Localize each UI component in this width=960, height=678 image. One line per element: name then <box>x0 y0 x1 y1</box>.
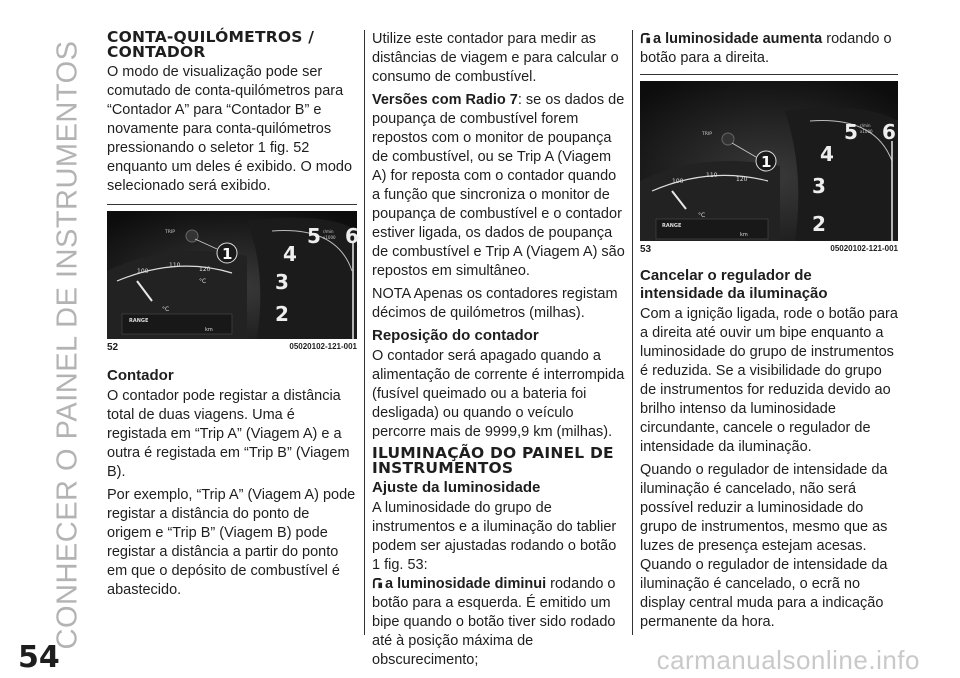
heading-reset: Reposição do contador <box>372 327 539 344</box>
heading-odometer: CONTA-QUILÓMETROS / CONTADOR <box>107 28 315 61</box>
svg-text:°C: °C <box>698 212 706 219</box>
svg-text:r/min: r/min <box>860 123 871 128</box>
paragraph-counter-2: Por exemplo, “Trip A” (Viagem A) pode registar a distância do ponto de origem e “Trip B” (Viagem B) pode registar a distância a partir do ponto em que o depósito de combustível é abastecido. <box>107 487 356 598</box>
figure-code: 05020102-121-001 <box>830 244 898 253</box>
svg-text:2: 2 <box>275 302 289 326</box>
increase-label: a luminosidade aumenta <box>653 31 823 47</box>
figure-caption-53 <box>640 244 898 255</box>
paragraph-radio7 <box>372 91 627 281</box>
increase-text: rodando o botão para a direita. <box>640 31 892 66</box>
callout-1: 1 <box>222 245 233 263</box>
heading-counter: Contador <box>107 367 174 384</box>
svg-text:100: 100 <box>672 178 684 185</box>
svg-text:110: 110 <box>169 262 181 269</box>
svg-text:100: 100 <box>137 268 149 275</box>
radio7-text: : se os dados de poupança de combustível forem repostos com o monitor de poupança de combustível, ou se Trip A (Viagem A) for reposta com o contador quando a função que sincroniza o monitor de poupança de combustível e o contador estiver ligada, os dados de poupança de combustível e Trip A (Viagem A) são repostos em simultâneo. <box>372 92 625 279</box>
knob-rotate-icon <box>372 578 383 589</box>
radio7-label: Versões com Radio 7 <box>372 92 518 108</box>
svg-text:5: 5 <box>844 120 858 144</box>
divider <box>640 74 898 75</box>
divider <box>107 204 357 205</box>
svg-text:x1000: x1000 <box>860 129 873 134</box>
decrease-label: a luminosidade diminui <box>385 576 547 592</box>
paragraph-note: NOTA Apenas os contadores registam décimos de quilómetros (milhas). <box>372 286 618 321</box>
paragraph-reset: O contador será apagado quando a alimentação de corrente é interrompida (fusível queimado ou a bateria foi desligada) ou quando o veículo percorre mais de 9999,9 km (milhas). <box>372 348 625 440</box>
svg-text:120: 120 <box>736 176 748 183</box>
column-2 <box>372 30 627 674</box>
column-divider-2 <box>632 30 633 635</box>
svg-text:120: 120 <box>199 266 211 273</box>
svg-text:6: 6 <box>345 224 359 248</box>
paragraph-measure: Utilize este contador para medir as distâncias de viagem e para calcular o consumo de combustível. <box>372 31 619 85</box>
svg-text:°C: °C <box>199 278 207 285</box>
svg-text:4: 4 <box>820 142 834 166</box>
svg-text:5: 5 <box>307 224 321 248</box>
sidebar-section-title <box>48 20 88 670</box>
paragraph-odometer: O modo de visualização pode ser comutado de conta-quilómetros para “Contador A” para “Contador B” e novamente para conta-quilómetros pressionando o seletor 1 fig. 52 enquanto um deles é exibido. O modo selecionado será exibido. <box>107 64 353 194</box>
svg-text:4: 4 <box>283 242 297 266</box>
svg-text:x1000: x1000 <box>323 235 336 240</box>
svg-text:km: km <box>205 327 213 333</box>
heading-lighting: ILUMINAÇÃO DO PAINEL DE INSTRUMENTOS <box>372 444 614 477</box>
paragraph-cancel-1: Com a ignição ligada, rode o botão para a direita até ouvir um bipe enquanto a luminosidade do grupo de instrumentos é reduzida. Se a visibilidade do grupo de instrumentos for reduzida devido ao brilho intenso da luminosidade circundante, cancele o regulador de intensidade da iluminação. <box>640 306 898 455</box>
paragraph-cancel-2: Quando o regulador de intensidade da iluminação é cancelado, não será possível reduzir a luminosidade do grupo de instrumentos, mesmo que as luzes de presença estejam acesas. Quando o regulador de intensidade da iluminação é cancelado, o ecrã no display central muda para a indicação permanente da hora. <box>640 462 888 630</box>
sidebar-title-text: CONHECER O PAINEL DE INSTRUMENTOS <box>51 40 84 650</box>
callout-1: 1 <box>761 153 772 171</box>
svg-text:TRIP: TRIP <box>702 132 712 137</box>
figure-code: 05020102-121-001 <box>289 342 357 351</box>
svg-text:2: 2 <box>812 212 826 236</box>
svg-text:3: 3 <box>812 174 826 198</box>
figure-52-dashboard <box>107 211 357 339</box>
knob-rotate-icon <box>640 33 651 44</box>
svg-text:r/min: r/min <box>323 229 334 234</box>
figure-53-dashboard <box>640 81 898 241</box>
paragraph-adjust: A luminosidade do grupo de instrumentos e a iluminação do tablier podem ser ajustadas rodando o botão 1 fig. 53: <box>372 500 617 573</box>
svg-text:°C: °C <box>162 306 170 313</box>
page-number: 54 <box>18 640 60 675</box>
figure-number: 53 <box>640 244 652 255</box>
heading-adjust: Ajuste da luminosidade <box>372 479 541 496</box>
column-divider-1 <box>364 30 365 635</box>
svg-text:RANGE: RANGE <box>662 223 682 229</box>
watermark: carmanualsonline.info <box>656 645 920 675</box>
svg-text:RANGE: RANGE <box>129 318 149 324</box>
svg-text:110: 110 <box>706 172 718 179</box>
figure-caption-52 <box>107 342 357 353</box>
paragraph-counter-1: O contador pode registar a distância total de duas viagens. Uma é registada em “Trip A” (Viagem A) e a outra é registada em “Trip B” (Viagem B). <box>107 388 350 480</box>
dashboard-illustration-52 <box>107 211 357 339</box>
column-3 <box>640 30 898 636</box>
svg-text:km: km <box>740 232 748 238</box>
paragraph-decrease <box>372 575 627 670</box>
dashboard-illustration-53 <box>640 81 898 241</box>
column-1 <box>107 30 357 604</box>
svg-text:TRIP: TRIP <box>165 230 175 235</box>
figure-number: 52 <box>107 342 119 353</box>
paragraph-increase <box>640 30 898 68</box>
svg-text:6: 6 <box>882 120 896 144</box>
svg-text:3: 3 <box>275 270 289 294</box>
heading-cancel-dimmer: Cancelar o regulador de intensidade da iluminação <box>640 267 828 302</box>
decrease-text: rodando o botão para a esquerda. É emitido um bipe quando o botão tiver sido rodado até à posição máxima de obscurecimento; <box>372 576 616 668</box>
